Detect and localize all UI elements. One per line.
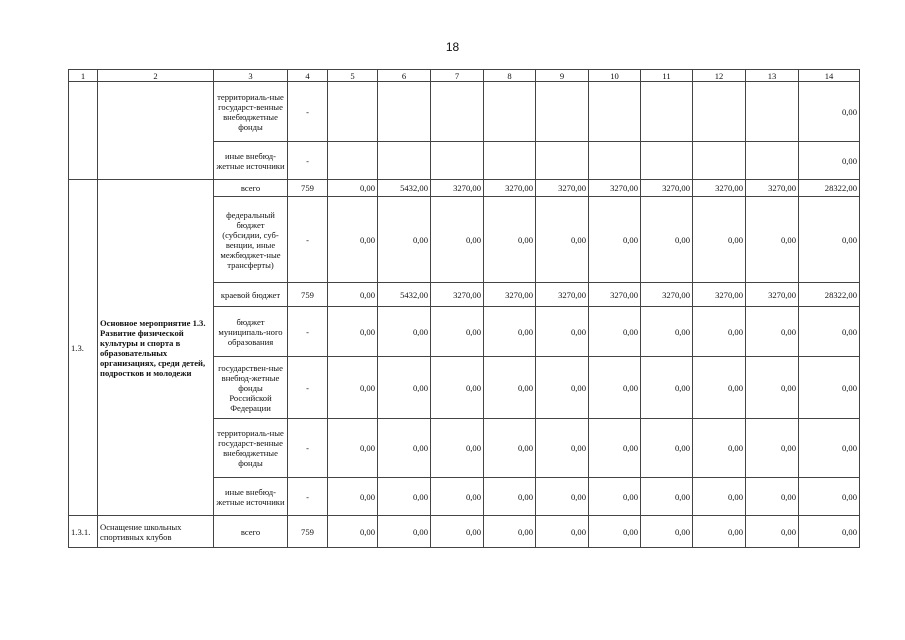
value-cell bbox=[589, 142, 641, 180]
value-cell bbox=[746, 82, 799, 142]
value-cell: 3270,00 bbox=[693, 180, 746, 197]
value-cell bbox=[328, 142, 378, 180]
funding-source: иные внебюд-жетные источники bbox=[214, 478, 288, 516]
value-cell: 0,00 bbox=[378, 357, 431, 419]
value-cell: 0,00 bbox=[328, 180, 378, 197]
value-cell: 0,00 bbox=[484, 516, 536, 548]
value-cell: 0,00 bbox=[746, 419, 799, 478]
value-cell: 0,00 bbox=[378, 516, 431, 548]
value-cell: 0,00 bbox=[328, 307, 378, 357]
value-cell: 0,00 bbox=[641, 419, 693, 478]
value-cell: 0,00 bbox=[328, 478, 378, 516]
value-cell bbox=[378, 142, 431, 180]
header-cell: 12 bbox=[693, 70, 746, 82]
total-cell: 0,00 bbox=[799, 82, 860, 142]
header-cell: 10 bbox=[589, 70, 641, 82]
value-cell: 0,00 bbox=[589, 197, 641, 283]
value-cell: 0,00 bbox=[536, 478, 589, 516]
value-cell: 0,00 bbox=[641, 516, 693, 548]
value-cell bbox=[378, 82, 431, 142]
value-cell: 0,00 bbox=[431, 307, 484, 357]
value-cell: 0,00 bbox=[536, 516, 589, 548]
value-cell: 3270,00 bbox=[641, 180, 693, 197]
value-cell: 0,00 bbox=[693, 419, 746, 478]
value-cell: 3270,00 bbox=[746, 283, 799, 307]
page-number: 18 bbox=[445, 40, 460, 54]
value-cell: 0,00 bbox=[484, 307, 536, 357]
value-cell: 3270,00 bbox=[589, 180, 641, 197]
total-cell: 0,00 bbox=[799, 197, 860, 283]
header-cell: 6 bbox=[378, 70, 431, 82]
section-name: Оснащение школьных спортивных клубов bbox=[98, 516, 214, 548]
section-index: 1.3. bbox=[69, 180, 98, 516]
value-cell: 0,00 bbox=[641, 357, 693, 419]
header-cell: 1 bbox=[69, 70, 98, 82]
section-name: Основное мероприятие 1.3. Развитие физической культуры и спорта в образовательных организациях, среди детей, подростков и молодежи bbox=[98, 180, 214, 516]
total-cell: 0,00 bbox=[799, 419, 860, 478]
value-cell: 0,00 bbox=[589, 478, 641, 516]
value-cell: 0,00 bbox=[641, 197, 693, 283]
funding-source: краевой бюджет bbox=[214, 283, 288, 307]
value-cell: 3270,00 bbox=[641, 283, 693, 307]
total-cell: 0,00 bbox=[799, 142, 860, 180]
value-cell: 0,00 bbox=[378, 478, 431, 516]
budget-code: - bbox=[288, 142, 328, 180]
value-cell: 0,00 bbox=[328, 419, 378, 478]
budget-code: - bbox=[288, 357, 328, 419]
value-cell: 0,00 bbox=[431, 357, 484, 419]
header-cell: 13 bbox=[746, 70, 799, 82]
header-cell: 5 bbox=[328, 70, 378, 82]
budget-code: 759 bbox=[288, 180, 328, 197]
value-cell: 0,00 bbox=[746, 516, 799, 548]
value-cell: 0,00 bbox=[693, 478, 746, 516]
table-row bbox=[69, 180, 860, 197]
header-cell: 2 bbox=[98, 70, 214, 82]
value-cell bbox=[589, 82, 641, 142]
value-cell bbox=[746, 142, 799, 180]
value-cell: 0,00 bbox=[746, 197, 799, 283]
funding-source: территориаль-ные государст-венные внебюджетные фонды bbox=[214, 82, 288, 142]
row-index-cell bbox=[69, 82, 98, 180]
value-cell bbox=[431, 82, 484, 142]
value-cell: 0,00 bbox=[536, 307, 589, 357]
value-cell: 3270,00 bbox=[536, 180, 589, 197]
budget-code: - bbox=[288, 419, 328, 478]
value-cell bbox=[536, 142, 589, 180]
funding-source: федеральный бюджет (субсидии, суб-венции, иные межбюджет-ные трансферты) bbox=[214, 197, 288, 283]
budget-code: 759 bbox=[288, 283, 328, 307]
value-cell bbox=[328, 82, 378, 142]
budget-code: - bbox=[288, 197, 328, 283]
value-cell: 0,00 bbox=[484, 357, 536, 419]
header-cell: 8 bbox=[484, 70, 536, 82]
header-cell: 4 bbox=[288, 70, 328, 82]
total-cell: 0,00 bbox=[799, 478, 860, 516]
value-cell: 0,00 bbox=[589, 419, 641, 478]
value-cell bbox=[641, 142, 693, 180]
value-cell: 0,00 bbox=[693, 516, 746, 548]
budget-code: - bbox=[288, 307, 328, 357]
row-name-cell bbox=[98, 82, 214, 180]
total-cell: 28322,00 bbox=[799, 283, 860, 307]
budget-code: - bbox=[288, 82, 328, 142]
value-cell: 0,00 bbox=[378, 307, 431, 357]
funding-source: бюджет муниципаль-ного образования bbox=[214, 307, 288, 357]
value-cell: 0,00 bbox=[328, 197, 378, 283]
funding-source: государствен-ные внебюд-жетные фонды Российской Федерации bbox=[214, 357, 288, 419]
table-row bbox=[69, 516, 860, 548]
value-cell: 3270,00 bbox=[589, 283, 641, 307]
value-cell bbox=[693, 142, 746, 180]
value-cell: 0,00 bbox=[378, 197, 431, 283]
value-cell: 0,00 bbox=[431, 478, 484, 516]
funding-source: всего bbox=[214, 516, 288, 548]
funding-source: территориаль-ные государст-венные внебюджетные фонды bbox=[214, 419, 288, 478]
value-cell: 5432,00 bbox=[378, 283, 431, 307]
value-cell: 3270,00 bbox=[536, 283, 589, 307]
value-cell: 0,00 bbox=[641, 307, 693, 357]
value-cell: 0,00 bbox=[484, 478, 536, 516]
value-cell bbox=[536, 82, 589, 142]
value-cell: 0,00 bbox=[693, 197, 746, 283]
value-cell: 0,00 bbox=[328, 516, 378, 548]
header-row bbox=[69, 70, 860, 82]
value-cell: 0,00 bbox=[431, 419, 484, 478]
budget-code: - bbox=[288, 478, 328, 516]
value-cell bbox=[484, 82, 536, 142]
value-cell: 3270,00 bbox=[746, 180, 799, 197]
value-cell: 0,00 bbox=[589, 516, 641, 548]
value-cell: 0,00 bbox=[484, 419, 536, 478]
funding-source: иные внебюд-жетные источники bbox=[214, 142, 288, 180]
header-cell: 9 bbox=[536, 70, 589, 82]
value-cell: 5432,00 bbox=[378, 180, 431, 197]
value-cell bbox=[641, 82, 693, 142]
value-cell: 0,00 bbox=[746, 357, 799, 419]
value-cell: 0,00 bbox=[746, 478, 799, 516]
value-cell: 0,00 bbox=[589, 357, 641, 419]
header-cell: 14 bbox=[799, 70, 860, 82]
value-cell: 0,00 bbox=[693, 357, 746, 419]
value-cell: 0,00 bbox=[378, 419, 431, 478]
total-cell: 0,00 bbox=[799, 516, 860, 548]
funding-source: всего bbox=[214, 180, 288, 197]
header-cell: 3 bbox=[214, 70, 288, 82]
value-cell: 3270,00 bbox=[693, 283, 746, 307]
header-cell: 11 bbox=[641, 70, 693, 82]
value-cell: 0,00 bbox=[536, 419, 589, 478]
value-cell: 0,00 bbox=[746, 307, 799, 357]
value-cell: 0,00 bbox=[328, 283, 378, 307]
value-cell: 0,00 bbox=[693, 307, 746, 357]
value-cell: 0,00 bbox=[536, 197, 589, 283]
header-cell: 7 bbox=[431, 70, 484, 82]
value-cell bbox=[693, 82, 746, 142]
value-cell: 0,00 bbox=[484, 197, 536, 283]
total-cell: 28322,00 bbox=[799, 180, 860, 197]
value-cell: 3270,00 bbox=[484, 180, 536, 197]
value-cell bbox=[431, 142, 484, 180]
value-cell: 0,00 bbox=[431, 197, 484, 283]
value-cell bbox=[484, 142, 536, 180]
budget-table bbox=[68, 69, 860, 548]
value-cell: 0,00 bbox=[328, 357, 378, 419]
section-index: 1.3.1. bbox=[69, 516, 98, 548]
value-cell: 3270,00 bbox=[431, 180, 484, 197]
total-cell: 0,00 bbox=[799, 307, 860, 357]
value-cell: 3270,00 bbox=[431, 283, 484, 307]
value-cell: 3270,00 bbox=[484, 283, 536, 307]
budget-code: 759 bbox=[288, 516, 328, 548]
table-row bbox=[69, 82, 860, 142]
value-cell: 0,00 bbox=[589, 307, 641, 357]
value-cell: 0,00 bbox=[641, 478, 693, 516]
value-cell: 0,00 bbox=[431, 516, 484, 548]
value-cell: 0,00 bbox=[536, 357, 589, 419]
total-cell: 0,00 bbox=[799, 357, 860, 419]
